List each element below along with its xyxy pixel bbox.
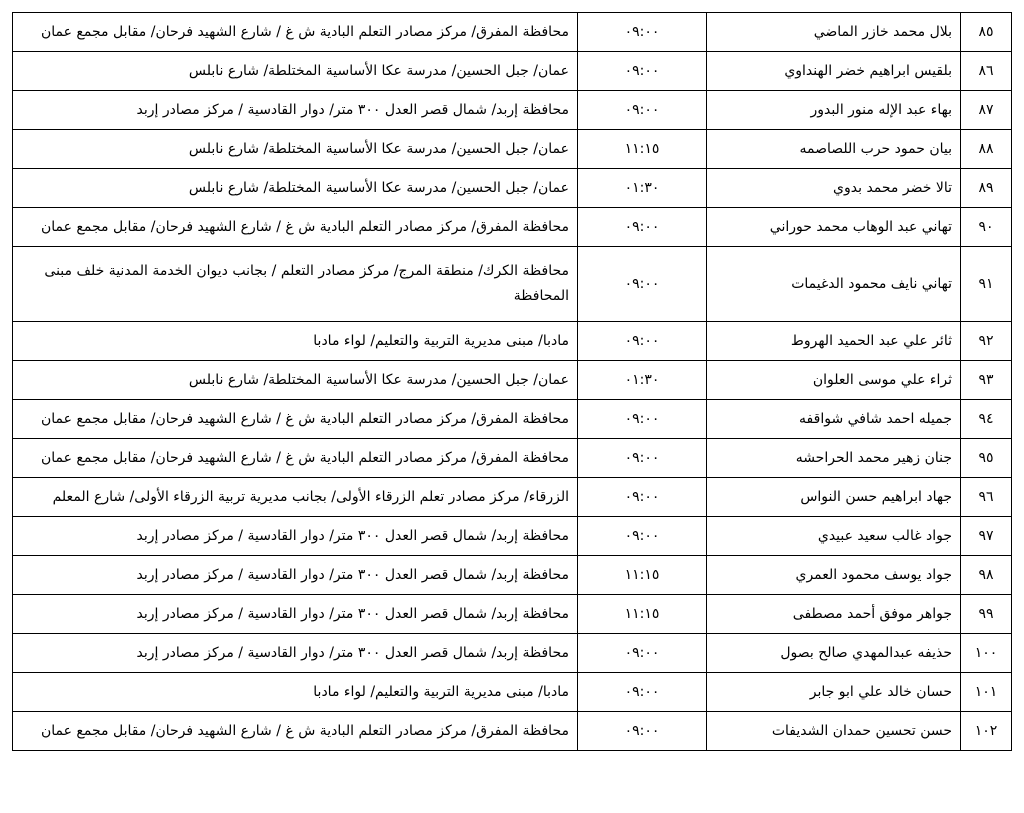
row-number: ٩١ <box>961 247 1012 322</box>
exam-location: محافظة المفرق/ مركز مصادر التعلم البادية ش غ / شارع الشهيد فرحان/ مقابل مجمع عمان <box>13 439 578 478</box>
table-row <box>13 712 1012 751</box>
exam-time: ٠٩:٠٠ <box>578 91 707 130</box>
table-row <box>13 478 1012 517</box>
exam-location: محافظة الكرك/ منطقة المرج/ مركز مصادر التعلم / بجانب ديوان الخدمة المدنية خلف مبنى المحافظة <box>13 247 578 322</box>
candidate-name: تهاني عبد الوهاب محمد حوراني <box>707 208 961 247</box>
exam-time: ٠٩:٠٠ <box>578 400 707 439</box>
table-row <box>13 556 1012 595</box>
exam-time: ١١:١٥ <box>578 130 707 169</box>
row-number: ٩٢ <box>961 322 1012 361</box>
exam-time: ١١:١٥ <box>578 595 707 634</box>
exam-location: محافظة المفرق/ مركز مصادر التعلم البادية ش غ / شارع الشهيد فرحان/ مقابل مجمع عمان <box>13 400 578 439</box>
row-number: ٩٦ <box>961 478 1012 517</box>
exam-location: محافظة إربد/ شمال قصر العدل ٣٠٠ متر/ دوار القادسية / مركز مصادر إربد <box>13 517 578 556</box>
candidate-name: جواد يوسف محمود العمري <box>707 556 961 595</box>
candidate-name: تهاني نايف محمود الدغيمات <box>707 247 961 322</box>
candidate-name: جواهر موفق أحمد مصطفى <box>707 595 961 634</box>
exam-time: ٠٩:٠٠ <box>578 208 707 247</box>
candidates-table <box>12 12 1012 751</box>
exam-location: عمان/ جبل الحسين/ مدرسة عكا الأساسية المختلطة/ شارع نابلس <box>13 130 578 169</box>
exam-location: محافظة إربد/ شمال قصر العدل ٣٠٠ متر/ دوار القادسية / مركز مصادر إربد <box>13 595 578 634</box>
table-row <box>13 91 1012 130</box>
exam-time: ٠٩:٠٠ <box>578 439 707 478</box>
candidate-name: حذيفه عبدالمهدي صالح بصول <box>707 634 961 673</box>
exam-location: عمان/ جبل الحسين/ مدرسة عكا الأساسية المختلطة/ شارع نابلس <box>13 361 578 400</box>
row-number: ٩٤ <box>961 400 1012 439</box>
row-number: ١٠٢ <box>961 712 1012 751</box>
exam-location: محافظة المفرق/ مركز مصادر التعلم البادية ش غ / شارع الشهيد فرحان/ مقابل مجمع عمان <box>13 208 578 247</box>
table-row <box>13 130 1012 169</box>
row-number: ٩٧ <box>961 517 1012 556</box>
candidate-name: ثائر علي عبد الحميد الهروط <box>707 322 961 361</box>
row-number: ٩٥ <box>961 439 1012 478</box>
row-number: ٩٨ <box>961 556 1012 595</box>
exam-location: مادبا/ مبنى مديرية التربية والتعليم/ لواء مادبا <box>13 322 578 361</box>
table-row <box>13 13 1012 52</box>
exam-location: الزرقاء/ مركز مصادر تعلم الزرقاء الأولى/ بجانب مديرية تربية الزرقاء الأولى/ شارع المعلم <box>13 478 578 517</box>
table-row <box>13 247 1012 322</box>
row-number: ١٠١ <box>961 673 1012 712</box>
exam-time: ٠٩:٠٠ <box>578 517 707 556</box>
table-row <box>13 439 1012 478</box>
candidate-name: جهاد ابراهيم حسن النواس <box>707 478 961 517</box>
row-number: ٩٣ <box>961 361 1012 400</box>
candidate-name: بلقيس ابراهيم خضر الهنداوي <box>707 52 961 91</box>
row-number: ٩٩ <box>961 595 1012 634</box>
exam-time: ٠٩:٠٠ <box>578 634 707 673</box>
row-number: ٩٠ <box>961 208 1012 247</box>
row-number: ٨٩ <box>961 169 1012 208</box>
exam-time: ٠١:٣٠ <box>578 361 707 400</box>
row-number: ١٠٠ <box>961 634 1012 673</box>
table-row <box>13 673 1012 712</box>
table-row <box>13 52 1012 91</box>
exam-time: ٠٩:٠٠ <box>578 247 707 322</box>
table-row <box>13 634 1012 673</box>
candidate-name: حسان خالد علي ابو جابر <box>707 673 961 712</box>
table-row <box>13 595 1012 634</box>
table-row <box>13 361 1012 400</box>
exam-time: ٠٩:٠٠ <box>578 13 707 52</box>
exam-time: ٠٩:٠٠ <box>578 712 707 751</box>
candidate-name: بيان حمود حرب اللصاصمه <box>707 130 961 169</box>
exam-location: محافظة المفرق/ مركز مصادر التعلم البادية ش غ / شارع الشهيد فرحان/ مقابل مجمع عمان <box>13 13 578 52</box>
exam-location: محافظة إربد/ شمال قصر العدل ٣٠٠ متر/ دوار القادسية / مركز مصادر إربد <box>13 634 578 673</box>
table-row <box>13 517 1012 556</box>
row-number: ٨٥ <box>961 13 1012 52</box>
candidate-name: جواد غالب سعيد عبيدي <box>707 517 961 556</box>
exam-time: ٠٩:٠٠ <box>578 673 707 712</box>
exam-location: عمان/ جبل الحسين/ مدرسة عكا الأساسية المختلطة/ شارع نابلس <box>13 52 578 91</box>
candidate-name: تالا خضر محمد بدوي <box>707 169 961 208</box>
row-number: ٨٨ <box>961 130 1012 169</box>
table-row <box>13 169 1012 208</box>
row-number: ٨٧ <box>961 91 1012 130</box>
candidate-name: بلال محمد خازر الماضي <box>707 13 961 52</box>
exam-time: ٠٩:٠٠ <box>578 52 707 91</box>
exam-location: محافظة إربد/ شمال قصر العدل ٣٠٠ متر/ دوار القادسية / مركز مصادر إربد <box>13 91 578 130</box>
candidate-name: بهاء عبد الإله منور البدور <box>707 91 961 130</box>
exam-time: ٠٩:٠٠ <box>578 322 707 361</box>
candidate-name: حسن تحسين حمدان الشديفات <box>707 712 961 751</box>
table-row <box>13 322 1012 361</box>
exam-time: ٠١:٣٠ <box>578 169 707 208</box>
candidate-name: جنان زهير محمد الحراحشه <box>707 439 961 478</box>
exam-location: محافظة المفرق/ مركز مصادر التعلم البادية ش غ / شارع الشهيد فرحان/ مقابل مجمع عمان <box>13 712 578 751</box>
exam-time: ١١:١٥ <box>578 556 707 595</box>
table-row <box>13 208 1012 247</box>
table-row <box>13 400 1012 439</box>
candidate-name: جميله احمد شافي شواقفه <box>707 400 961 439</box>
exam-location: محافظة إربد/ شمال قصر العدل ٣٠٠ متر/ دوار القادسية / مركز مصادر إربد <box>13 556 578 595</box>
candidate-name: ثراء علي موسى العلوان <box>707 361 961 400</box>
row-number: ٨٦ <box>961 52 1012 91</box>
exam-time: ٠٩:٠٠ <box>578 478 707 517</box>
exam-location: مادبا/ مبنى مديرية التربية والتعليم/ لواء مادبا <box>13 673 578 712</box>
exam-location: عمان/ جبل الحسين/ مدرسة عكا الأساسية المختلطة/ شارع نابلس <box>13 169 578 208</box>
